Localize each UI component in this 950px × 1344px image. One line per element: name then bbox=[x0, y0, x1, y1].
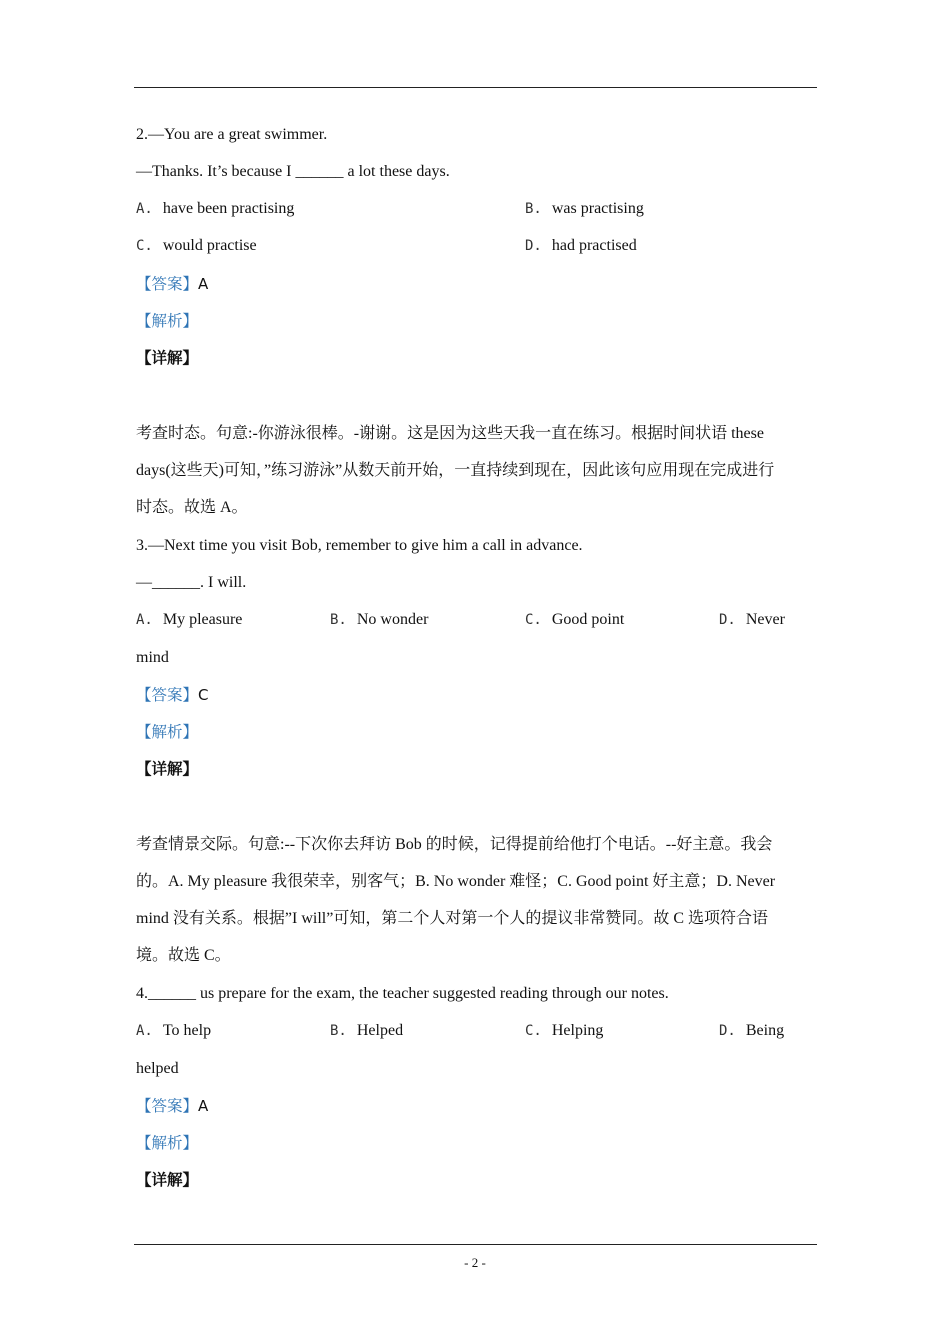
analysis-tag: 【解析】 bbox=[136, 723, 199, 741]
q4-option-d bbox=[719, 1021, 784, 1041]
q3-option-wrap: mind bbox=[136, 649, 169, 666]
detail-tag: 【详解】 bbox=[136, 760, 199, 778]
q2-option-b bbox=[525, 199, 644, 219]
q3-answer bbox=[136, 685, 209, 706]
option-letter: C. bbox=[525, 612, 542, 628]
q3-explanation-line-2: 的。A. My pleasure 我很荣幸，别客气；B. No wonder 难怪；C. Good point 好主意；D. Never bbox=[136, 873, 776, 890]
q2-detail-tag bbox=[136, 348, 198, 369]
q2-explanation-line-3: 时态。故选 A。 bbox=[136, 499, 248, 516]
q2-option-a bbox=[136, 199, 294, 219]
q3-option-a bbox=[136, 610, 242, 630]
q4-option-c bbox=[525, 1021, 603, 1041]
option-text: To help bbox=[162, 1022, 212, 1039]
q2-explanation-line-2: days(这些天)可知，”练习游泳”从数天前开始，一直持续到现在，因此该句应用现在完成进行 bbox=[136, 462, 775, 479]
option-letter: A. bbox=[136, 201, 153, 217]
answer-value: A bbox=[198, 1097, 209, 1115]
q2-line2: —Thanks. It’s because I ______ a lot these days. bbox=[136, 163, 450, 180]
answer-tag: 【答案】 bbox=[136, 1097, 199, 1115]
q2-explanation-line-1: 考查时态。句意:-你游泳很棒。-谢谢。这是因为这些天我一直在练习。根据时间状语 these bbox=[136, 425, 764, 442]
q3-analysis-tag bbox=[136, 722, 198, 743]
answer-tag: 【答案】 bbox=[136, 275, 199, 293]
answer-value: C bbox=[198, 686, 209, 704]
q4-stem: 4.______ us prepare for the exam, the teacher suggested reading through our notes. bbox=[136, 985, 669, 1002]
option-text: was practising bbox=[551, 200, 644, 217]
option-letter: D. bbox=[525, 238, 542, 254]
q3-stem: 3.—Next time you visit Bob, remember to give him a call in advance. bbox=[136, 537, 583, 554]
option-text: No wonder bbox=[356, 611, 429, 628]
option-letter: B. bbox=[330, 1023, 347, 1039]
q3-option-c bbox=[525, 610, 624, 630]
option-text: have been practising bbox=[162, 200, 295, 217]
answer-value: A bbox=[198, 275, 209, 293]
q2-option-d bbox=[525, 236, 637, 256]
q3-option-b bbox=[330, 610, 428, 630]
q4-option-b bbox=[330, 1021, 403, 1041]
option-text: Helped bbox=[356, 1022, 404, 1039]
q4-detail-tag bbox=[136, 1170, 198, 1191]
answer-tag: 【答案】 bbox=[136, 686, 199, 704]
page-number: - 2 - bbox=[464, 1255, 486, 1270]
q2-analysis-tag bbox=[136, 311, 198, 332]
option-text: Good point bbox=[551, 611, 625, 628]
option-letter: D. bbox=[719, 612, 736, 628]
q2-stem: 2.—You are a great swimmer. bbox=[136, 126, 328, 143]
option-letter: A. bbox=[136, 1023, 153, 1039]
option-text: would practise bbox=[162, 237, 257, 254]
q3-detail-tag bbox=[136, 759, 198, 780]
q3-explanation-line-4: 境。故选 C。 bbox=[136, 947, 231, 964]
q2-answer bbox=[136, 274, 208, 295]
option-letter: B. bbox=[330, 612, 347, 628]
option-text: Never bbox=[745, 611, 785, 628]
analysis-tag: 【解析】 bbox=[136, 1134, 199, 1152]
footer-rule bbox=[134, 1244, 817, 1245]
q3-explanation-line-1: 考查情景交际。句意:--下次你去拜访 Bob 的时候，记得提前给他打个电话。--好主意。我会 bbox=[136, 836, 773, 853]
option-letter: C. bbox=[136, 238, 153, 254]
option-text: Helping bbox=[551, 1022, 604, 1039]
q4-option-a bbox=[136, 1021, 211, 1041]
detail-tag: 【详解】 bbox=[136, 1171, 199, 1189]
option-text: had practised bbox=[551, 237, 637, 254]
q4-option-wrap: helped bbox=[136, 1060, 179, 1077]
q2-option-c bbox=[136, 236, 257, 256]
analysis-tag: 【解析】 bbox=[136, 312, 199, 330]
option-text: Being bbox=[745, 1022, 785, 1039]
option-letter: B. bbox=[525, 201, 542, 217]
q3-line2: —______. I will. bbox=[136, 574, 247, 591]
option-letter: A. bbox=[136, 612, 153, 628]
q3-option-d bbox=[719, 610, 785, 630]
option-text: My pleasure bbox=[162, 611, 243, 628]
option-letter: D. bbox=[719, 1023, 736, 1039]
q4-answer bbox=[136, 1096, 208, 1117]
header-rule bbox=[134, 87, 817, 88]
detail-tag: 【详解】 bbox=[136, 349, 199, 367]
q3-explanation-line-3: mind 没有关系。根据”I will”可知，第二个人对第一个人的提议非常赞同。故 C 选项符合语 bbox=[136, 910, 768, 927]
q4-analysis-tag bbox=[136, 1133, 198, 1154]
option-letter: C. bbox=[525, 1023, 542, 1039]
